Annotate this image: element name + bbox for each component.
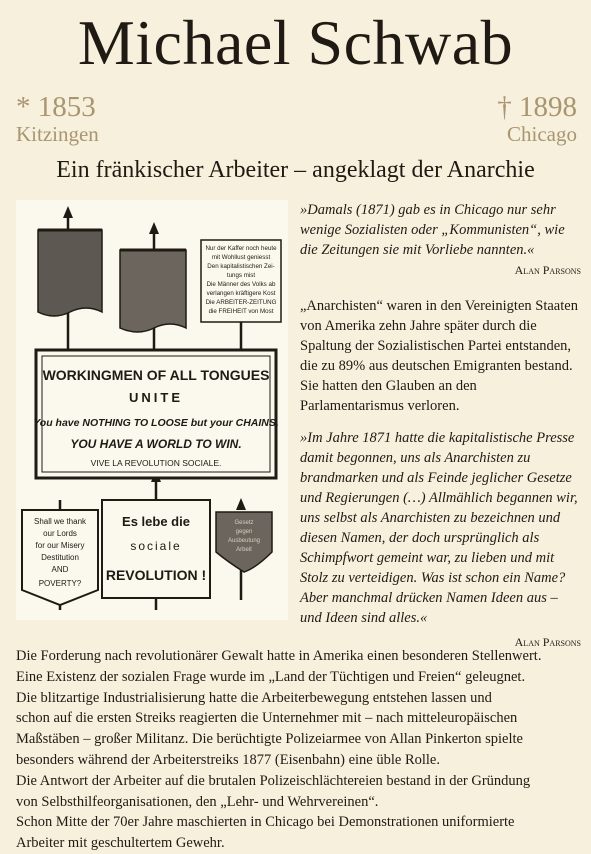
right-column — [300, 200, 581, 652]
sign-center-line3: REVOLUTION ! — [105, 567, 207, 583]
svg-text:verlangen kräftigere Kost: verlangen kräftigere Kost — [206, 290, 276, 297]
death-year: † 1898 — [497, 91, 577, 123]
quote-1: »Damals (1871) gab es in Chicago nur sehr wenige Sozialisten oder „Kommunisten“, wie die Zeitungen sie mit Vorliebe nannten.« — [300, 202, 565, 258]
svg-text:Nur der Kaffer noch heute: Nur der Kaffer noch heute — [205, 245, 277, 252]
banner-line5: VIVE LA REVOLUTION SOCIALE. — [90, 458, 222, 468]
banner-line2: UNITE — [129, 390, 183, 405]
death-place: Chicago — [507, 122, 577, 146]
svg-text:AND: AND — [51, 565, 69, 574]
svg-text:tungs mist: tungs mist — [226, 272, 256, 279]
sign-center-line2: sociale — [130, 539, 182, 553]
banner-line3: You have NOTHING TO LOOSE but your CHAINS, — [33, 417, 279, 429]
anarchists-paragraph: „Anarchisten“ waren in den Vereinigten Staaten von Amerika zehn Jahre später durch die Spaltung der Sozialistischen Partei entstanden, die zu 89% aus deutschen Emigranten bestand. Sie hatten den Glauben an den Parlamentarismus verloren. — [300, 298, 578, 414]
subtitle: Ein fränkischer Arbeiter – angeklagt der Anarchie — [56, 157, 535, 183]
body-line: Die Antwort der Arbeiter auf die brutalen Polizeischlächtereien bestand in der Gründung — [16, 772, 531, 789]
body-line: schon auf die ersten Streiks reagierten die Unternehmer mit – nach mitteleuropäischen — [16, 710, 518, 727]
body-line: besonders während der Arbeiterstreiks 1877 (Eisenbahn) eine üble Rolle. — [16, 751, 440, 768]
birth-year: * 1853 — [16, 91, 96, 123]
svg-text:Gesetz: Gesetz — [234, 520, 254, 526]
svg-text:our Lords: our Lords — [43, 529, 77, 538]
svg-text:Ausbeutung: Ausbeutung — [227, 538, 261, 544]
svg-text:Arbeit: Arbeit — [236, 547, 252, 553]
svg-text:for our Misery: for our Misery — [35, 541, 85, 550]
svg-text:Destitution: Destitution — [41, 553, 79, 562]
svg-text:POVERTY?: POVERTY? — [38, 579, 82, 588]
body-line: Die Forderung nach revolutionärer Gewalt hatte in Amerika einen besonderen Stellenwert. — [16, 648, 542, 664]
birth-place: Kitzingen — [16, 122, 99, 146]
svg-text:mit Wohllust geniesst: mit Wohllust geniesst — [211, 254, 271, 261]
body-line: Eine Existenz der sozialen Frage wurde im „Land der Tüchtigen und Freien“ geleugnet. — [16, 668, 526, 685]
poster-illustration — [16, 200, 288, 620]
quote-2-attribution: Alan Parsons — [514, 635, 581, 649]
banner-line4: YOU HAVE A WORLD TO WIN. — [70, 437, 242, 451]
svg-text:Den kapitalistischen Zei-: Den kapitalistischen Zei- — [207, 263, 275, 270]
body-line: Schon Mitte der 70er Jahre maschierten in Chicago bei Demonstrationen uniformierte — [16, 814, 515, 831]
body-line: Arbeiter mit geschultertem Gewehr. — [16, 835, 225, 852]
sign-center-line1: Es lebe die — [122, 514, 190, 529]
svg-text:Shall we thank: Shall we thank — [33, 517, 87, 526]
flag-center — [120, 250, 186, 332]
quote-1-attribution: Alan Parsons — [514, 263, 581, 277]
svg-text:Die ARBEITER-ZEITUNG: Die ARBEITER-ZEITUNG — [205, 299, 277, 306]
svg-text:die FREIHEIT von Most: die FREIHEIT von Most — [208, 308, 274, 315]
body-text — [16, 646, 581, 854]
svg-text:gegen: gegen — [235, 529, 253, 535]
svg-text:Die Männer des Volks ab: Die Männer des Volks ab — [206, 281, 276, 288]
banner-line1: WORKINGMEN OF ALL TONGUES — [42, 367, 270, 383]
quote-2: »Im Jahre 1871 hatte die kapitalistische Presse damit begonnen, uns als Anarchisten zu brandmarken und als Feinde jeglicher Gesetze und Regierungen (…) Allmählich begannen wir, uns selbst als Anarchisten zu bezeichnen und diesen Namen, der doch ursprünglich als Schimpfwort gemeint war, zu lieben und mit Stolz zu verteidigen. Was ist schon ein Name? Aber manchmal drücken Namen Ideen aus – und Ideen sind alles.« — [300, 430, 578, 626]
page-title: Michael Schwab — [77, 7, 514, 78]
flag-left — [38, 230, 102, 316]
death-info — [497, 92, 577, 145]
birth-info — [16, 92, 99, 145]
body-line: Maßstäben – großer Militanz. Die berüchtigte Polizeiarmee von Allan Pinkerton spielte — [16, 731, 523, 748]
body-line: von Selbsthilfeorganisationen, den „Lehr- und Wehrvereinen“. — [16, 793, 379, 810]
body-line: Die blitzartige Industrialisierung hatte die Arbeiterbewegung entstehen lassen und — [16, 689, 492, 706]
